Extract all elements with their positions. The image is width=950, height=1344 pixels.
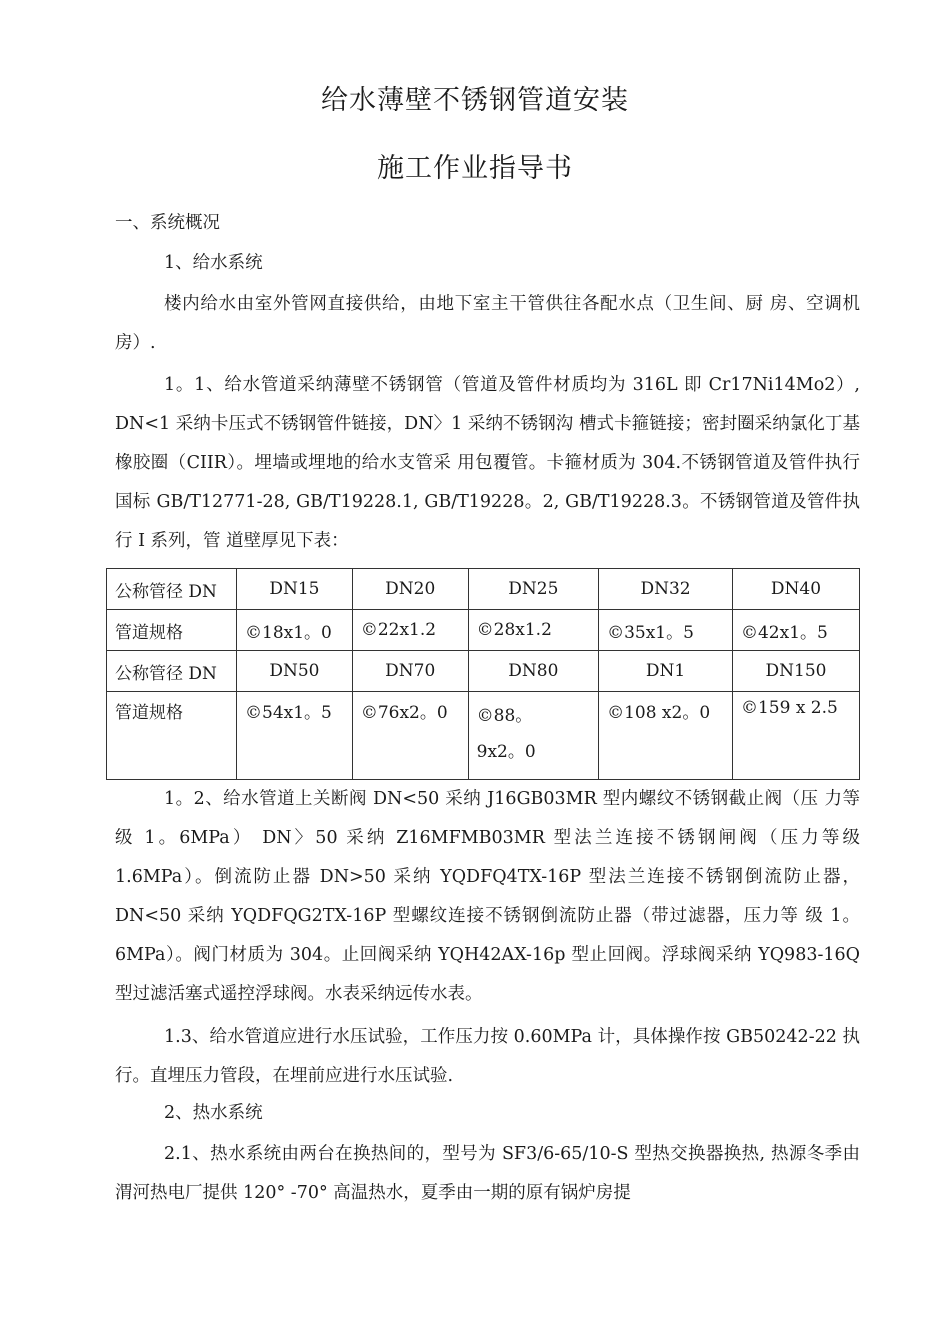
table-cell: ©54x1。5 [237,692,353,780]
table-cell: ©22x1.2 [352,610,468,651]
table-cell: DN70 [352,651,468,692]
table-cell: 公称管径 DN [107,569,237,610]
paragraph-2-1: 2.1、热水系统由两台在换热间的，型号为 SF3/6-65/10-S 型热交换器换热, 热源冬季由渭河热电厂提供 120° -70° 高温热水，夏季由一期的原有锅炉房提 [115,1144,860,1203]
paragraph-1-2: 1。2、给水管道上关断阀 DN<50 采纳 J16GB03MR 型内螺纹不锈钢截止阀（压 力等级 1。6MPa） DN〉50 采纳 Z16MFMB03MR 型法兰连接不锈钢闸阀（压力等级 1.6MPa）。倒流防止器 DN>50 采纳 YQDFQ4TX-16P 型法兰连接不锈钢倒流防止器， DN<50 采纳 YQDFQG2TX-16P 型螺纹连接不锈钢倒流防止器（带过滤器，压力等 级 1。6MPa）。阀门材质为 304。止回阀采纳 YQH42AX-16p 型止回阀。浮球阀采纳 YQ983-16Q 型过滤活塞式遥控浮球阀。水表采纳远传水表。 [115,789,860,1004]
table-cell: DN20 [352,569,468,610]
table-cell: 公称管径 DN [107,651,237,692]
table-cell: DN32 [599,569,733,610]
table-cell: ©18x1。0 [237,610,353,651]
subsection-heading-hot-water: 2、热水系统 [164,1103,263,1123]
table-cell: 管道规格 [107,692,237,780]
table-row [107,692,860,780]
table-row [107,651,860,692]
pipe-spec-table [106,568,860,780]
table-cell: DN15 [237,569,353,610]
table-cell: 管道规格 [107,610,237,651]
paragraph-water-supply-intro: 楼内给水由室外管网直接供给，由地下室主干管供往各配水点（卫生间、厨 房、空调机房）. [115,294,860,353]
table-cell: DN40 [732,569,859,610]
table-cell: ©108 x2。0 [599,692,733,780]
table-cell: DN50 [237,651,353,692]
table-cell: ©76x2。0 [352,692,468,780]
paragraph-1-1: 1。1、给水管道采纳薄壁不锈钢管（管道及管件材质均为 316L 即 Cr17Ni14Mo2）, DN<1 采纳卡压式不锈钢管件链接，DN〉1 采纳不锈钢沟 槽式卡箍链接；密封圈采纳氯化丁基橡胶圈（CIIR）。埋墙或埋地的给水支管采 用包覆管。卡箍材质为 304.不锈钢管道及管件执行国标 GB/T12771-28, GB/T19228.1, GB/T19228。2, GB/T19228.3。不锈钢管道及管件执行 I 系列，管 道壁厚见下表： [115,375,860,551]
table-cell: ©28x1.2 [468,610,598,651]
table-cell: DN1 [599,651,733,692]
document-title-line1: 给水薄壁不锈钢管道安装 [321,85,629,116]
subsection-heading-water-supply: 1、给水系统 [164,253,263,273]
table-row [107,610,860,651]
table-cell: ©42x1。5 [732,610,859,651]
table-cell: ©35x1。5 [599,610,733,651]
table-cell-text: ©88。9x2。0 [476,706,536,762]
section-heading-overview: 一、系统概况 [115,213,220,233]
table-cell [468,692,598,780]
table-cell: DN150 [732,651,859,692]
document-title-line2: 施工作业指导书 [377,153,573,184]
table-cell: DN25 [468,569,598,610]
table-cell: ©159 x 2.5 [732,692,859,780]
table-cell: DN80 [468,651,598,692]
paragraph-1-3: 1.3、给水管道应进行水压试验，工作压力按 0.60MPa 计，具体操作按 GB50242-22 执行。直埋压力管段，在埋前应进行水压试验. [115,1027,860,1086]
table-row [107,569,860,610]
